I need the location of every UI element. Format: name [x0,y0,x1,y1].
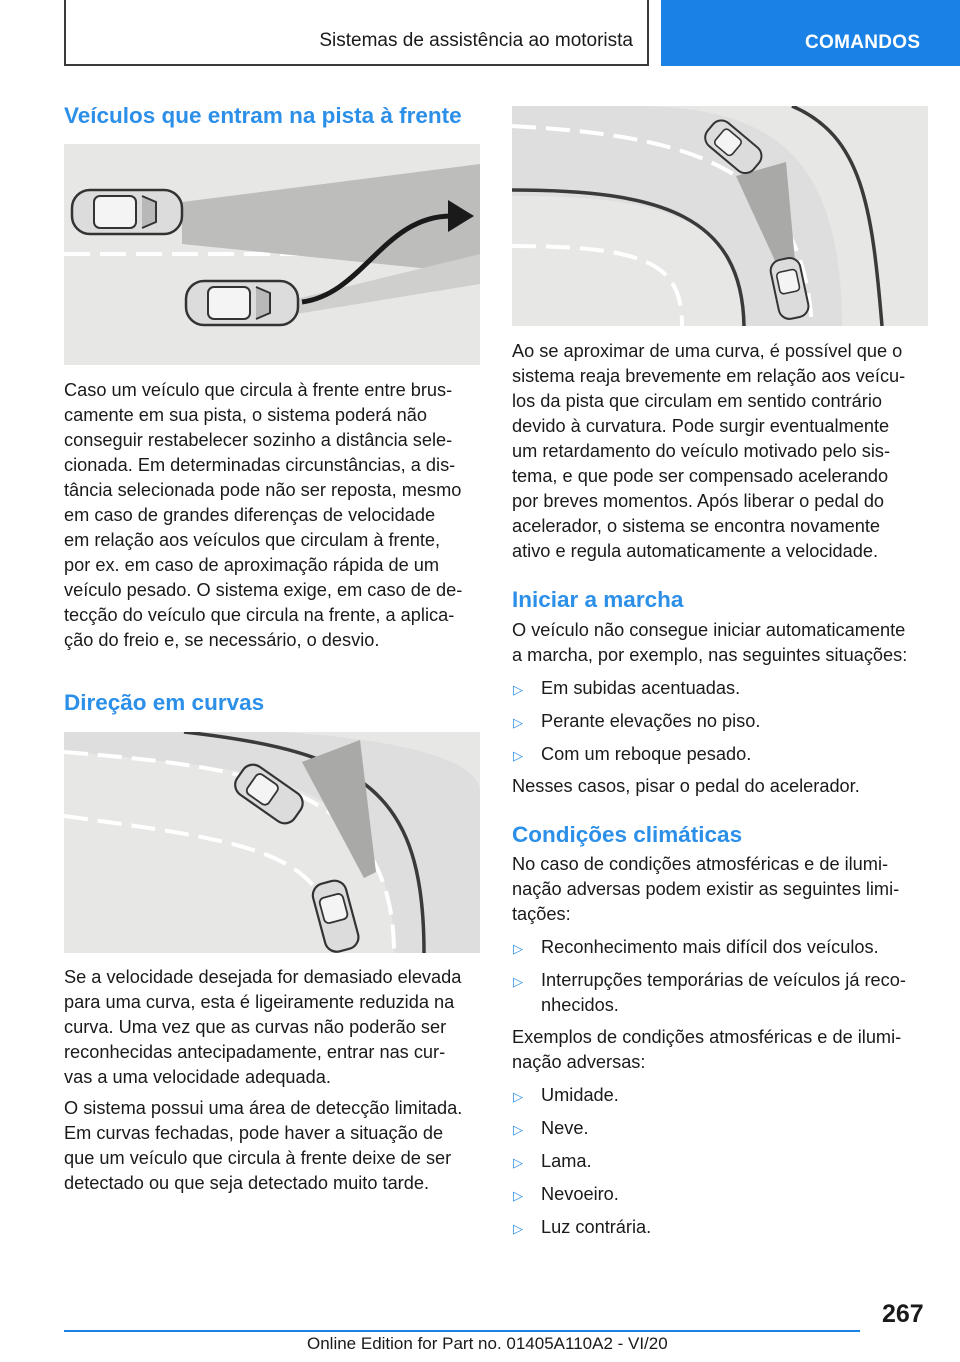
triangle-right-icon: ▷ [513,1221,523,1236]
triangle-right-icon: ▷ [513,1089,523,1104]
list-item: ▷ Em subidas acentuadas. [512,676,930,701]
list-item: ▷ Lama. [512,1149,930,1174]
heading-cornering: Direção em curvas [64,690,265,715]
list-weather-limitations [512,935,930,1018]
list-item: ▷ Umidade. [512,1083,930,1108]
list-start-situations [512,676,930,767]
section-tab: COMANDOS [661,0,960,66]
list-item: ▷ Neve. [512,1116,930,1141]
paragraph-cornering-speed: Se a velocidade desejada for demasiado elevada para uma curva, esta é ligeiramente reduzida na curva. Uma vez que as curvas não poderão ser reconhecidas antecipadamente, entrar nas cur- vas a uma velocidade adequada. [64,967,462,1087]
triangle-right-icon: ▷ [513,1122,523,1137]
triangle-right-icon: ▷ [513,748,523,763]
paragraph-curve-approach: Ao se aproximar de uma curva, é possível que o sistema reaja brevemente em relação aos veícu- los da pista que circulam em sentido contrário devido à curvatura. Pode surgir eventualmente um retardamento do veículo motivado pelo sis- tema, e que pode ser compensado acelerando por breves momentos. Após liberar o pedal do acelerador, o sistema se encontra novamente ativo e regula automaticamente a velocidade. [512,341,906,561]
car-ego-icon [186,281,298,325]
triangle-right-icon: ▷ [513,715,523,730]
list-item: ▷ Perante elevações no piso. [512,709,930,734]
triangle-right-icon: ▷ [513,1188,523,1203]
heading-weather: Condições climáticas [512,822,743,847]
footer-edition: Online Edition for Part no. 01405A110A2 - VI/20 [307,1334,668,1353]
figure-cornering [64,732,480,953]
page-number: 267 [882,1300,924,1328]
list-item: ▷ Com um reboque pesado. [512,742,930,767]
paragraph-start-outro: Nesses casos, pisar o pedal do acelerador. [512,776,860,796]
paragraph-detection-area: O sistema possui uma área de detecção limitada. Em curvas fechadas, pode haver a situação de que um veículo que circula à frente deixe de ser detectado ou que seja detectado muito tarde. [64,1098,463,1193]
list-item: ▷ Luz contrária. [512,1215,930,1240]
paragraph-weather-intro: No caso de condições atmosféricas e de ilumi- nação adversas podem existir as seguintes limi- tações: [512,854,900,924]
footer-divider [64,1330,860,1332]
right-column [512,100,930,1240]
heading-start-driving: Iniciar a marcha [512,587,684,612]
triangle-right-icon: ▷ [513,974,523,989]
list-weather-examples [512,1083,930,1240]
page-header [0,0,960,66]
triangle-right-icon: ▷ [513,1155,523,1170]
list-item: ▷ Nevoeiro. [512,1182,930,1207]
figure-curve-oncoming [512,106,928,326]
triangle-right-icon: ▷ [513,682,523,697]
triangle-right-icon: ▷ [513,941,523,956]
heading-vehicles-entering: Veículos que entram na pista à frente [64,103,462,128]
car-front-icon [72,190,182,234]
figure-vehicle-cut-in [64,144,480,365]
chapter-title: Sistemas de assistência ao motorista [319,30,633,51]
list-item: ▷ Interrupções temporárias de veículos já reco- nhecidos. [513,970,906,1015]
paragraph-start-intro: O veículo não consegue iniciar automaticamente a marcha, por exemplo, nas seguintes situações: [512,620,908,665]
left-column [64,100,482,1196]
paragraph-cut-in: Caso um veículo que circula à frente entre brus- camente em sua pista, o sistema poderá não conseguir restabelecer sozinho a distância sele- cionada. Em determinadas circunstâncias, a dis- tância selecionada pode não ser reposta, mesmo em caso de grandes diferenças de velocidade em relação aos veículos que circulam à frente, por ex. em caso de aproximação rápida de um veículo pesado. O sistema exige, em caso de de- tecção do veículo que circula na frente, a aplica- ção do freio e, se necessário, o desvio. [64,380,463,650]
list-item: ▷ Reconhecimento mais difícil dos veículos. [512,935,930,960]
paragraph-examples-intro: Exemplos de condições atmosféricas e de ilumi- nação adversas: [512,1027,902,1072]
chapter-tab [64,0,649,66]
